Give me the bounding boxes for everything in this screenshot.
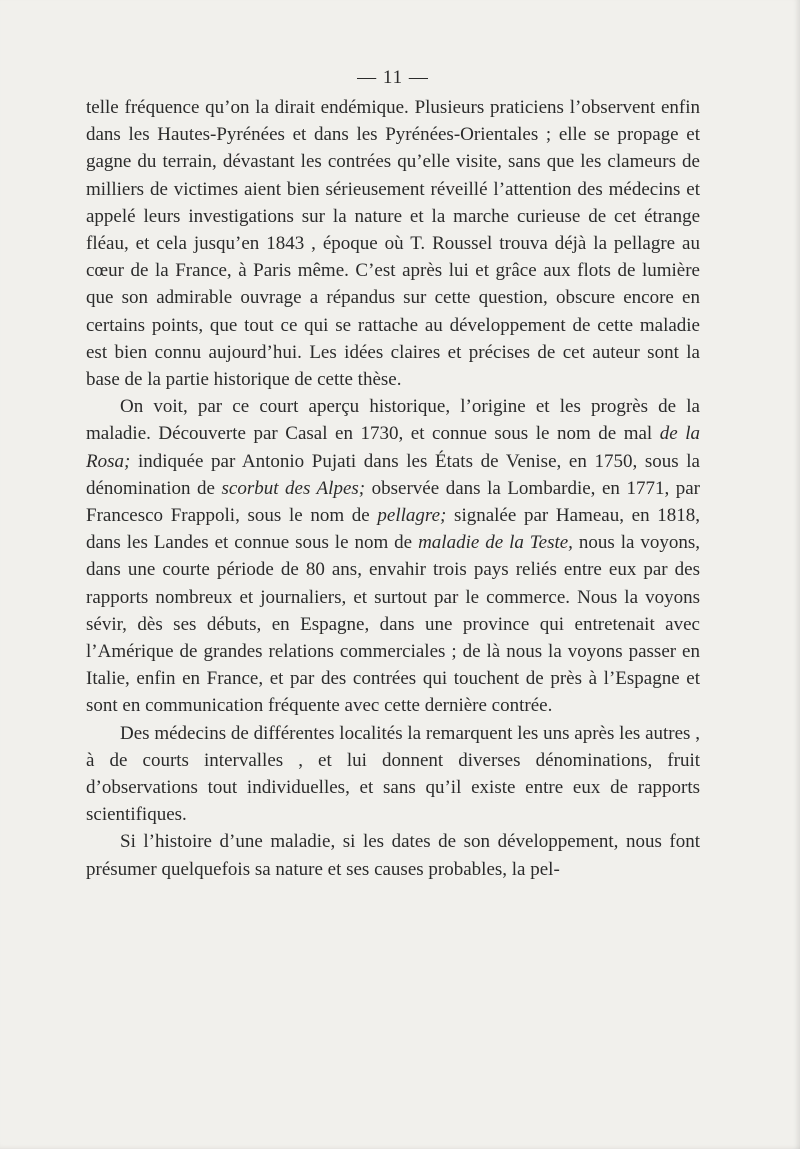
paragraph-2 (86, 393, 700, 719)
paragraph-1 (86, 94, 700, 393)
text-segment: signalée par Hameau, en 1818, dans les Landes et connue sous le nom de (86, 505, 700, 554)
italic-term: scorbut des Alpes; (221, 477, 366, 499)
paragraph-4 (86, 828, 700, 882)
text-segment: telle fréquence qu’on la dirait endémique. Plusieurs praticiens l’observent enfin dans les Hautes-Pyrénées et dans les Pyrénées-Orientales ; elle se propage et gagne du terrain, dévastant les contrées qu’elle visite, sans que les clameurs de milliers de victimes aient bien sérieusement réveillé l’attention des médecins et appelé leurs investigations sur la nature et la marche curieuse de cet étrange fléau, et cela jusqu’en 1843 , époque où T. Roussel trouva déjà la pellagre au cœur de la France, à Paris même. C’est après lui et grâce aux flots de lumière que son admirable ouvrage a répandus sur cette question, obscure encore en certains points, que tout ce qui se rattache au développement de cette maladie est bien connu aujourd’hui. Les idées claires et précises de cet auteur sont la base de la partie historique de cette thèse. (86, 97, 700, 391)
text-segment: Des médecins de différentes localités la remarquent les uns après les autres , à de courts intervalles , et lui donnent diverses dénominations, fruit d’observations tout individuelles, et sans qu’il existe entre eux de rapports scientifiques. (86, 722, 700, 826)
text-segment: Si l’histoire d’une maladie, si les dates de son développement, nous font présumer quelquefois sa nature et ses causes probables, la pel- (86, 831, 700, 880)
paragraph-3 (86, 720, 700, 829)
page-text (86, 62, 700, 883)
text-segment: indiquée par Antonio Pujati dans les États de Venise, en 1750, sous la dénomination de (86, 450, 700, 499)
text-segment: nous la voyons, dans une courte période de 80 ans, envahir trois pays reliés entre eux par des rapports nombreux et journaliers, et surtout par le commerce. Nous la voyons sévir, dès ses débuts, en Espagne, dans une province qui entretenait avec l’Amérique de grandes relations commerciales ; de là nous la voyons passer en Italie, enfin en France, et par des contrées qui touchent de près à l’Espagne et sont en communication fréquente avec cette dernière contrée. (86, 532, 700, 717)
italic-term: maladie de la Teste, (418, 532, 573, 554)
italic-term: de la Rosa; (86, 423, 700, 472)
text-segment: On voit, par ce court aperçu historique, l’origine et les progrès de la maladie. Découverte par Casal en 1730, et connue sous le nom de mal (86, 396, 700, 445)
page-number: — 11 — (357, 67, 429, 88)
italic-term: pellagre; (377, 505, 447, 527)
text-segment: observée dans la Lombardie, en 1771, par Francesco Frappoli, sous le nom de (86, 477, 700, 527)
